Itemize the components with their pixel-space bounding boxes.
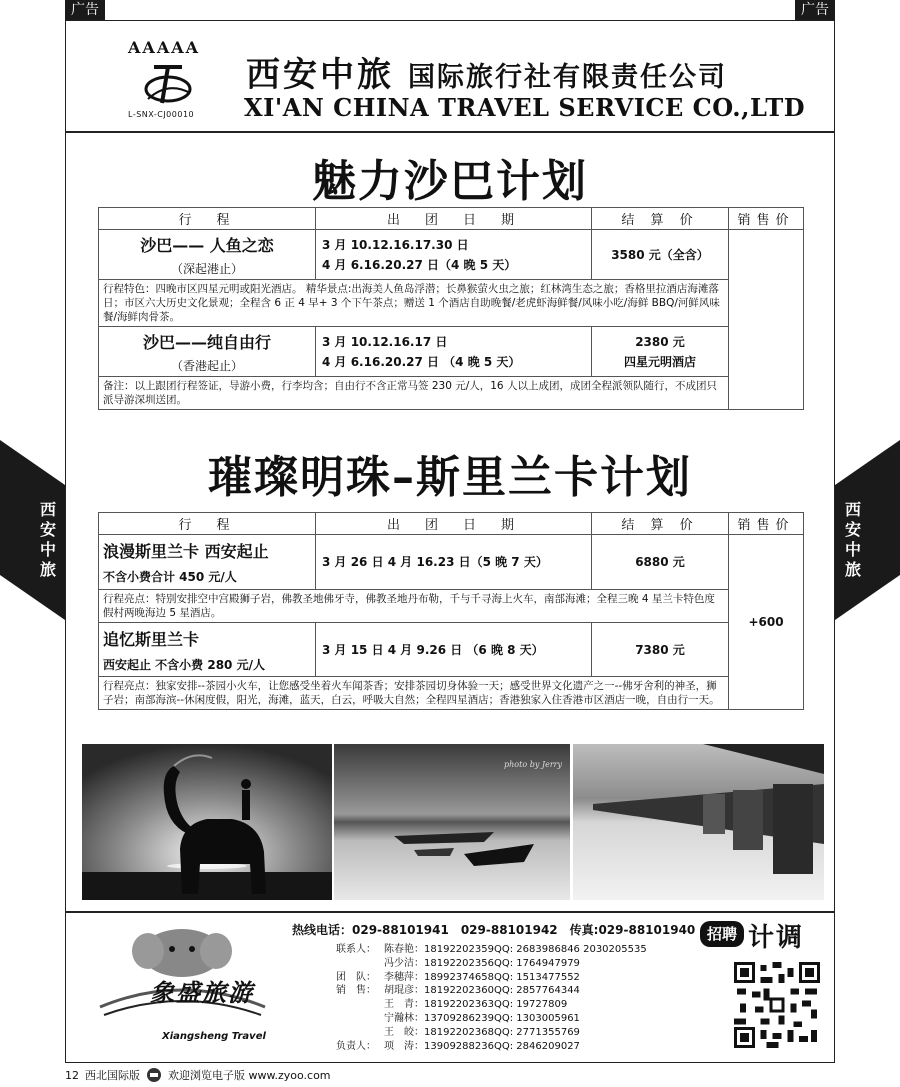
contact-role: 负责人： [336, 1040, 376, 1052]
header-dates: 出 团 日 期 [316, 513, 592, 535]
contact-role [336, 998, 384, 1012]
tour-date-line: 3 月 10.12.16.17 日 [322, 334, 448, 349]
contact-role: 联系人： [336, 944, 376, 955]
recruit-badge: 招聘 [700, 921, 744, 947]
list-item [336, 943, 684, 957]
license-number: L-SNX-CJ00010 [128, 110, 195, 119]
emblem-icon [146, 1067, 162, 1083]
tour-route-cell [99, 230, 316, 280]
contact-qq: QQ: 2683986846 2030205535 [494, 944, 647, 955]
contact-list [336, 943, 684, 1053]
page-footer [65, 1067, 331, 1083]
brand-name-cn: 象盛旅游 [150, 979, 254, 1007]
table-row [99, 280, 804, 327]
contact-person: 冯少洁：18192202356 [384, 957, 494, 969]
contact-person: 陈春艳：18192202359 [384, 944, 494, 955]
tour-origin: （深起港止） [170, 261, 243, 276]
website-slogan: 欢迎浏览电子版 www.zyoo.com [168, 1069, 331, 1082]
sale-price: +600 [729, 535, 804, 710]
list-item [336, 1012, 684, 1026]
tour-subtitle: 不含小费合计 450 元/人 [103, 570, 237, 584]
recruit-banner [700, 917, 830, 951]
contact-role: 销 售： [336, 985, 376, 997]
sale-price-cell [729, 230, 804, 410]
contact-role: 团 队： [336, 971, 376, 983]
water-villa-photo-image [573, 744, 824, 900]
tour-route: 追忆斯里兰卡 [103, 629, 200, 649]
company-name-cn [246, 47, 727, 96]
contact-qq: QQ: 19727809 [494, 999, 568, 1011]
ad-label-left: 广告 [65, 0, 105, 20]
tour-route-cell [99, 535, 316, 590]
ad-frame [65, 20, 835, 1063]
side-tab-left [0, 440, 65, 620]
tour-route-cell [99, 623, 316, 677]
contact-person: 项 涛：13909288236 [384, 1040, 494, 1052]
tour-notes: 行程特色：四晚市区四星元明或阳光酒店。 精华景点:出海美人鱼岛浮潜；长鼻猴萤火虫之旅；红林湾生态之旅；香格里拉酒店海滩落日；市区六大历史文化景观；全程含 6 正 4 早+ 3 个下午茶点；赠送 1 个酒店自助晚餐/老虎虾海鲜餐/风味小吃/海鲜 BBQ/河鲜风味餐/海鲜肉骨茶。 [99, 280, 729, 327]
rating-badge: AAAAA [128, 38, 201, 57]
tour-route: 浪漫斯里兰卡 西安起止 [103, 542, 269, 561]
tour-dates: 3 月 15 日 4 月 9.26 日 （6 晚 8 天） [316, 623, 592, 677]
header-net-price: 结 算 价 [592, 513, 729, 535]
contact-qq: QQ: 1764947979 [494, 957, 580, 969]
tour-route-cell [99, 327, 316, 377]
contact-qq: QQ: 2857764344 [494, 985, 580, 997]
contact-person: 宁瀚林：13709286239 [384, 1012, 494, 1024]
section2-title: 璀璨明珠–斯里兰卡计划 [208, 452, 692, 503]
list-item [336, 1040, 684, 1054]
tour-notes: 行程亮点：独家安排--茶园小火车，让您感受坐着火车闻茶香；安排茶园切身体验一天；感受世界文化遗产之一--佛牙舍利的神圣，狮子岩；南部海滨--休闲度假，阳光，海滩，蓝天，白云，呼吸大自然；全程四星酒店；香港独家入住香港市区酒店一晚，自由行一天。 [99, 677, 729, 710]
table-row [99, 327, 804, 377]
hotline: 热线电话：029-88101941 029-88101942 传真:029-88101940 [292, 923, 696, 937]
tour-subtitle: 西安起止 不含小费 280 元/人 [103, 657, 265, 672]
tour-route: 沙巴—— 人鱼之恋 [140, 235, 274, 255]
list-item [336, 957, 684, 971]
tour-price [592, 327, 729, 377]
header-net-price: 结 算 价 [592, 208, 729, 230]
tour-notes: 行程亮点：特别安排空中宫殿狮子岩，佛教圣地佛牙寺，佛教圣地丹布勒，千与千寻海上火车，南部海滩；全程三晚 4 星兰卡特色度假村两晚海边 5 星酒店。 [99, 590, 729, 623]
tour-price-line: 四星元明酒店 [623, 354, 696, 369]
contact-role [336, 1012, 384, 1026]
header-dates: 出 团 日 期 [316, 208, 592, 230]
cits-logo-icon [138, 59, 198, 109]
tour-date-line: 3 月 10.12.16.17.30 日 [322, 237, 469, 252]
company-name-en: XI'AN CHINA TRAVEL SERVICE CO.,LTD [244, 93, 806, 122]
table-header-row [99, 513, 804, 535]
contact-person: 李穗萍：18992374658 [384, 971, 494, 983]
photo-credit: photo by Jerry [504, 760, 562, 769]
edition-name: 西北国际版 [85, 1069, 140, 1082]
tour-dates: 3 月 26 日 4 月 16.23 日（5 晚 7 天） [316, 535, 592, 590]
srilanka-price-table [98, 512, 804, 710]
header-sale-price: 销售价 [729, 513, 804, 535]
water-villa-photo [573, 744, 824, 900]
header-sale-price: 销售价 [729, 208, 804, 230]
footer [66, 911, 834, 1062]
table-row [99, 623, 804, 677]
side-tab-left-text: 西安中旅 [39, 500, 56, 579]
tour-dates [316, 327, 592, 377]
beach-boats-photo [334, 744, 570, 900]
brand-name-en: Xiangsheng Travel [162, 1031, 266, 1042]
company-name-cn-main: 西安中旅 [246, 55, 394, 95]
tour-date-line: 4 月 6.16.20.27 日（4 晚 5 天） [322, 257, 517, 272]
tour-dates [316, 230, 592, 280]
company-header [66, 21, 834, 133]
contact-qq: QQ: 1303005961 [494, 1012, 580, 1024]
header-route: 行 程 [99, 513, 316, 535]
tour-date-line: 4 月 6.16.20.27 日 （4 晚 5 天） [322, 354, 521, 369]
tour-price: 7380 元 [592, 623, 729, 677]
list-item [336, 998, 684, 1012]
table-row [99, 590, 804, 623]
table-row [99, 677, 804, 710]
elephant-photo [82, 744, 332, 900]
sabah-price-table [98, 207, 804, 410]
tour-price: 3580 元（全含） [592, 230, 729, 280]
contact-person: 王 青：18192202363 [384, 999, 494, 1011]
page-number: 12 [65, 1068, 79, 1082]
table-row [99, 377, 804, 410]
ad-label-right: 广告 [795, 0, 835, 20]
tour-price: 6880 元 [592, 535, 729, 590]
qr-code-icon [734, 962, 820, 1048]
table-row [99, 535, 804, 590]
tour-route: 沙巴——纯自由行 [142, 332, 271, 352]
contact-role [336, 957, 384, 971]
tour-notes: 备注：以上跟团行程签证，导游小费，行李均含；自由行不含正常马签 230 元/人，16 人以上成团，成团全程派领队随行，不成团只派导游深圳送团。 [99, 377, 729, 410]
header-route: 行 程 [99, 208, 316, 230]
recruit-position: 计调 [748, 923, 805, 953]
company-name-cn-suffix: 国际旅行社有限责任公司 [408, 62, 727, 93]
section1-title: 魅力沙巴计划 [312, 156, 588, 207]
side-tab-right [835, 440, 900, 620]
contact-person: 王 皎：18192202368 [384, 1026, 494, 1038]
table-header-row [99, 208, 804, 230]
list-item [336, 984, 684, 998]
contact-role [336, 1026, 384, 1040]
side-tab-right-text: 西安中旅 [844, 500, 861, 579]
elephant-photo-image [82, 744, 332, 900]
xiangsheng-logo [90, 923, 275, 1053]
contact-qq: QQ: 2771355769 [494, 1026, 580, 1038]
tour-price-line: 2380 元 [635, 334, 685, 349]
list-item [336, 1026, 684, 1040]
contact-qq: QQ: 1513477552 [494, 971, 580, 983]
list-item [336, 971, 684, 985]
table-row [99, 230, 804, 280]
contact-person: 胡琨彦：18192202360 [384, 985, 494, 997]
contact-qq: QQ: 2846209027 [494, 1040, 580, 1052]
tour-origin: （香港起止） [170, 358, 243, 373]
